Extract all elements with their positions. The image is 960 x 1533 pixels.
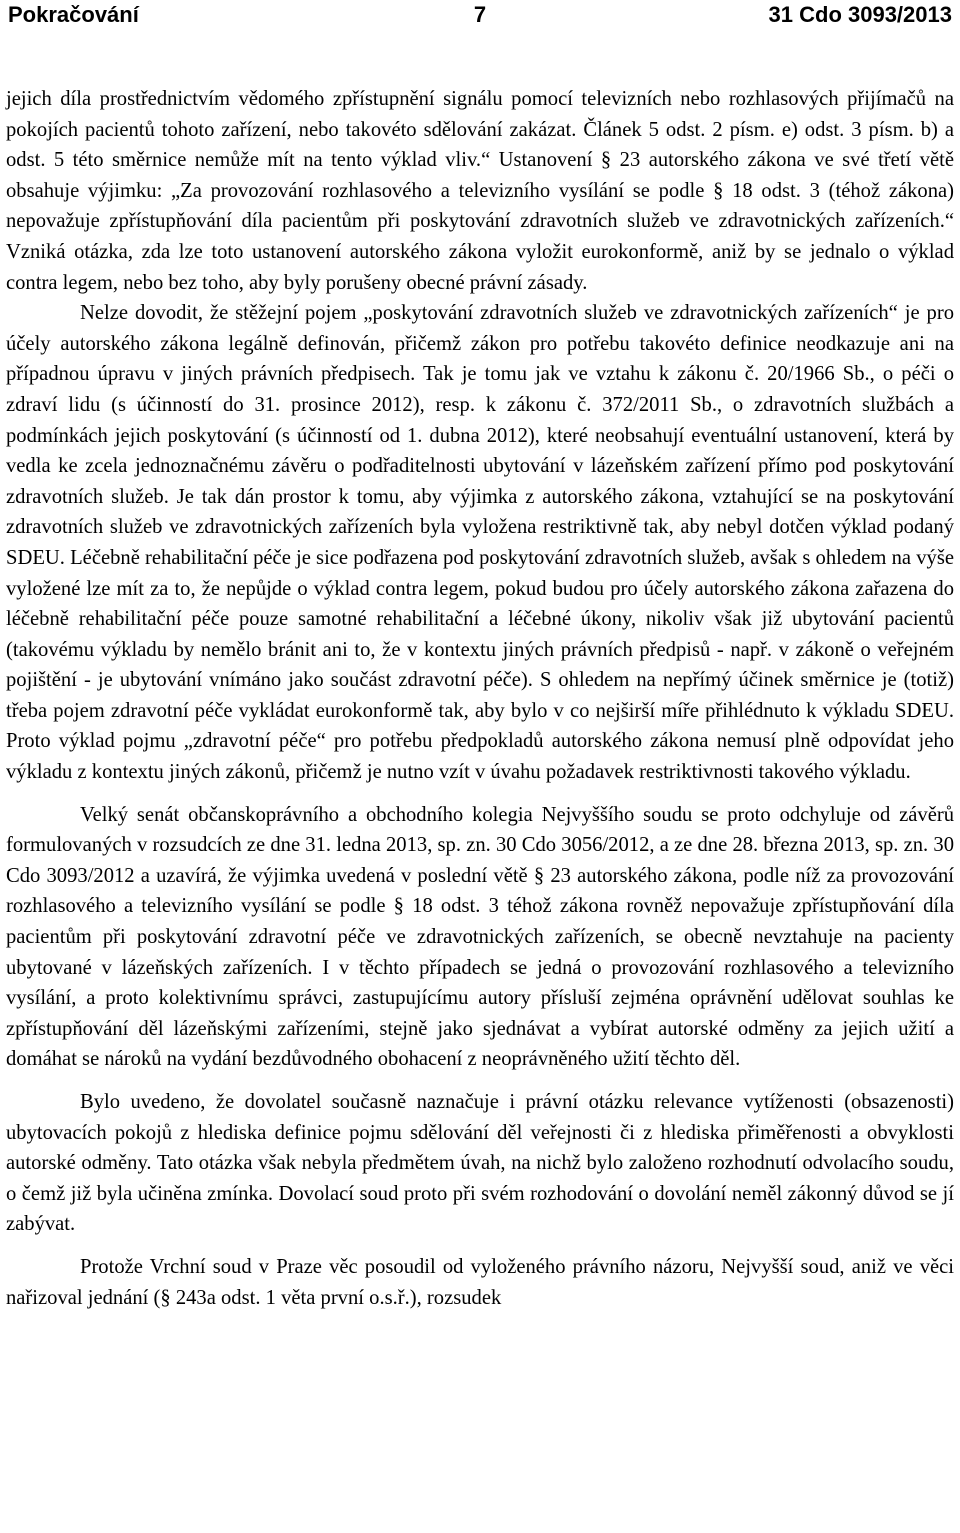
paragraph: Bylo uvedeno, že dovolatel současně naznačuje i právní otázku relevance vytíženosti (obsazenosti) ubytovacích pokojů z hlediska definice pojmu sdělování děl veřejnosti či z hlediska přiměřenosti a obvyklosti autorské odměny. Tato otázka však nebyla předmětem úvah, na nichž bylo založeno rozhodnutí odvolacího soudu, o čemž již byla učiněna zmínka. Dovolací soud proto při svém rozhodování o dovolání neměl zákonný důvod se jí zabývat. [6, 1091, 954, 1236]
document-body [6, 84, 954, 1313]
paragraph: Nelze dovodit, že stěžejní pojem „poskytování zdravotních služeb ve zdravotnických zařízeních“ je pro účely autorského zákona legálně definován, přičemž zákon pro potřebu takovéto definice neodkazuje ani na případnou úpravu v jiných právních předpisech. Tak je tomu jak ve vztahu k zákonu č. 20/1966 Sb., o péči o zdraví lidu (s účinností do 31. prosince 2012), resp. k zákonu č. 372/2011 Sb., o zdravotních službách a podmínkách jejich poskytování (s účinností od 1. dubna 2012), které neobsahují eventuální ustanovení, která by vedla ke zcela jednoznačnému závěru o podřaditelnosti ubytování v lázeňském zařízení přímo pod poskytování zdravotních služeb. Je tak dán prostor k tomu, aby výjimka z autorského zákona, vztahující se na poskytování zdravotních služeb ve zdravotnických zařízeních byla vyložena restriktivně tak, aby nebyl dotčen výklad podaný SDEU. Léčebně rehabilitační péče je sice podřazena pod poskytování zdravotních služeb, avšak s ohledem na výše vyložené lze mít za to, že nepůjde o výklad contra legem, pokud budou pro účely autorského zákona zařazena do léčebně rehabilitační péče pouze samotné rehabilitační a léčebné úkony, nikoliv však již ubytování pacientů (takovému výkladu by nemělo bránit ani to, že v kontextu jiných právních předpisů - např. v zákoně o veřejném pojištění - je ubytování vnímáno jako součást zdravotní péče). S ohledem na nepřímý účinek směrnice je (totiž) třeba pojem zdravotní péče vykládat eurokonformě tak, aby bylo v co nejširší míře přihlédnuto k výkladu SDEU. Proto výklad pojmu „zdravotní péče“ pro potřebu předpokladů autorského zákona nemusí plně odpovídat jeho výkladu z kontextu jiných zákonů, přičemž je nutno vzít v úvahu požadavek restriktivnosti takového výkladu. [6, 302, 954, 784]
paragraph: Protože Vrchní soud v Praze věc posoudil od vyloženého právního názoru, Nejvyšší soud, aniž ve věci nařizoval jednání (§ 243a odst. 1 věta první o.s.ř.), rozsudek [6, 1255, 954, 1309]
page-number: 7 [473, 2, 487, 27]
header-section-label: Pokračování [8, 2, 139, 27]
page-header [8, 0, 952, 30]
paragraph: jejich díla prostřednictvím vědomého zpřístupnění signálu pomocí televizních nebo rozhlasových přijímačů na pokojích pacientů tohoto zařízení, nebo takovéto sdělování zakázat. Článek 5 odst. 2 písm. e) odst. 3 písm. b) a odst. 5 této směrnice nemůže mít na tento výklad vliv.“ Ustanovení § 23 autorského zákona ve své třetí větě obsahuje výjimku: „Za provozování rozhlasového a televizního vysílání se podle § 18 odst. 3 (téhož zákona) nepovažuje zpřístupňování díla pacientům při poskytování zdravotních služeb ve zdravotnických zařízeních.“ Vzniká otázka, zda lze toto ustanovení autorského zákona vyložit eurokonformě, aniž by se jednalo o výklad contra legem, nebo bez toho, aby byly porušeny obecné právní zásady. [6, 88, 954, 294]
paragraph: Velký senát občanskoprávního a obchodního kolegia Nejvyššího soudu se proto odchyluje od závěrů formulovaných v rozsudcích ze dne 31. ledna 2013, sp. zn. 30 Cdo 3056/2012, a ze dne 28. března 2013, sp. zn. 30 Cdo 3093/2012 a uzavírá, že výjimka uvedená v poslední větě § 23 autorského zákona, podle níž za provozování rozhlasového a televizního vysílání se podle § 18 odst. 3 téhož zákona rovněž nepovažuje zpřístupňování díla pacientům při poskytování zdravotní péče ve zdravotnických zařízeních, se obecně nevztahuje na pacienty ubytované v lázeňských zařízeních. I v těchto případech se jedná o provozování rozhlasového a televizního vysílání, a proto kolektivnímu správci, zastupujícímu autory přísluší zejména oprávnění udělovat souhlas ke zpřístupňování děl lázeňskými zařízeními, stejně jako sjednávat a vybírat autorské odměny za jejich užití a domáhat se nároků na vydání bezdůvodného obohacení z neoprávněného užití těchto děl. [6, 803, 954, 1071]
case-number: 31 Cdo 3093/2013 [768, 2, 952, 27]
